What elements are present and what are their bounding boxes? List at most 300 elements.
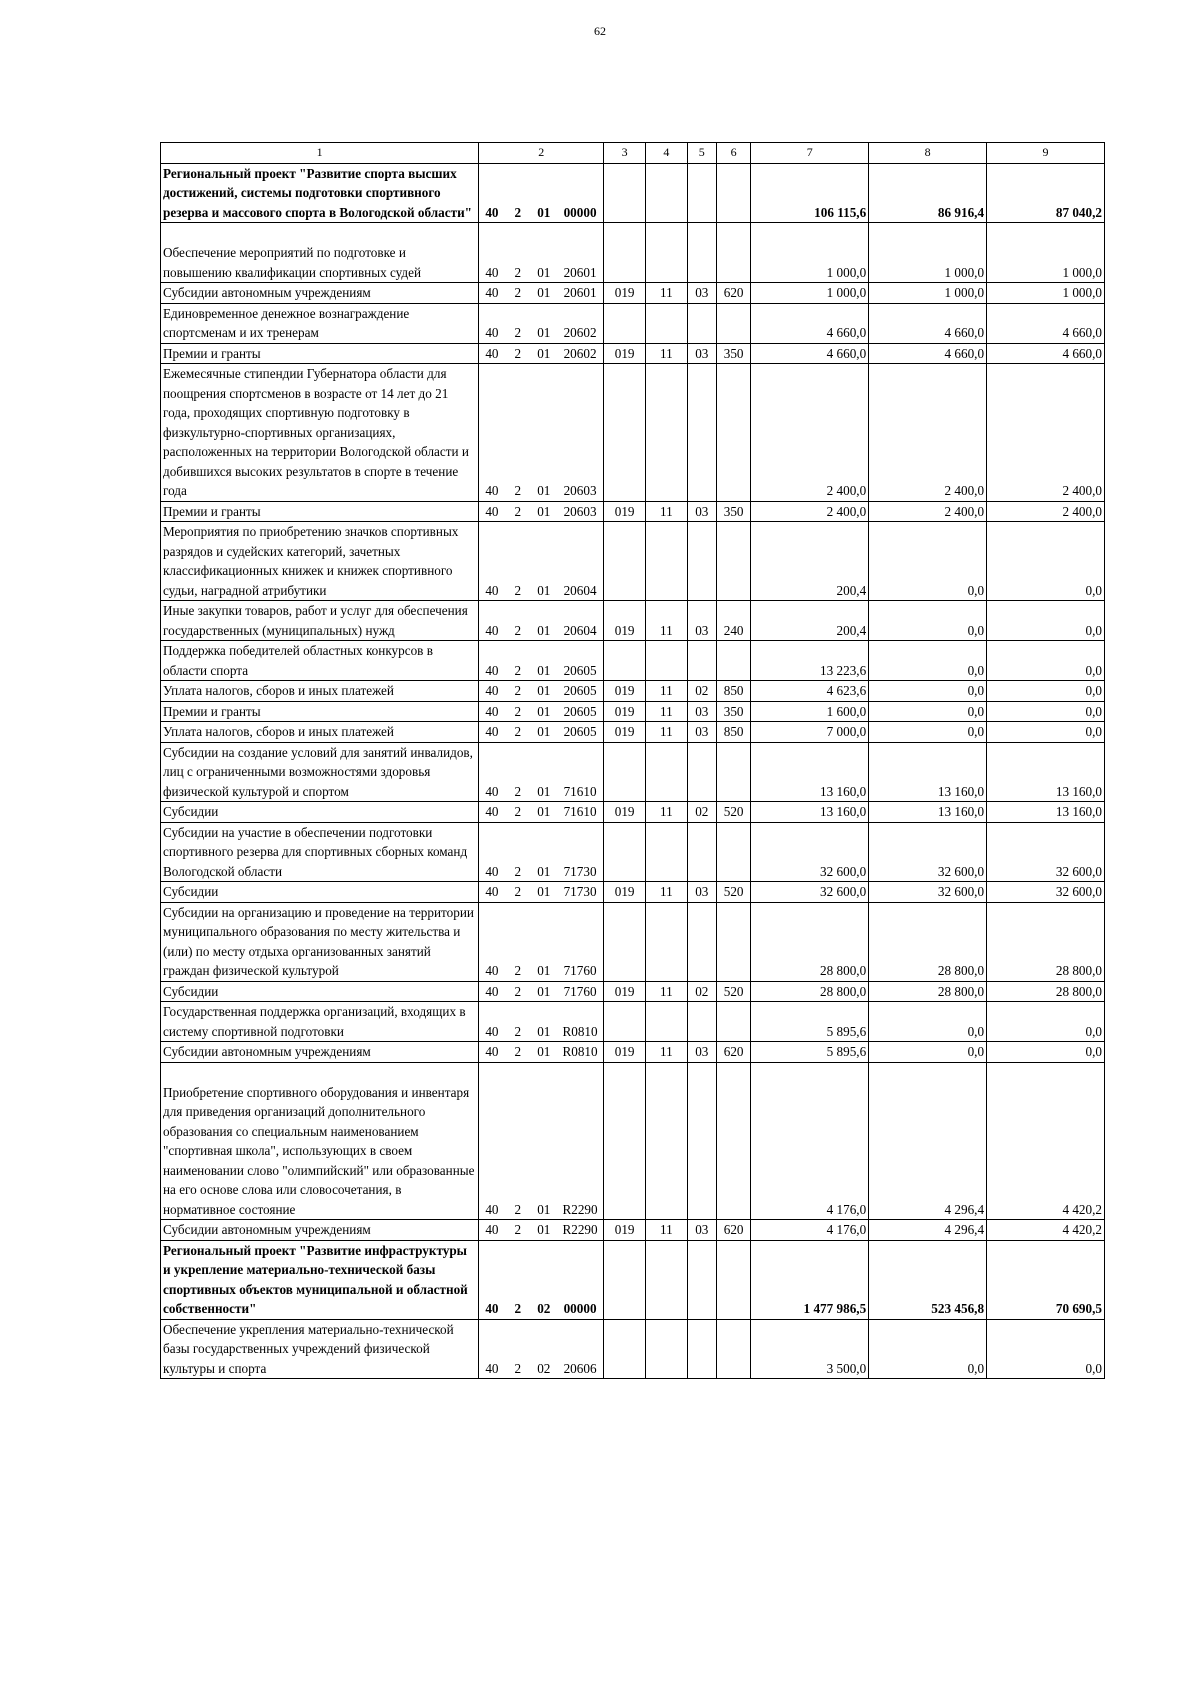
- code-cell: 2: [505, 902, 531, 981]
- amount-cell: 4 660,0: [987, 343, 1105, 364]
- code-cell: 01: [531, 343, 557, 364]
- code-cell: [645, 742, 687, 802]
- code-cell: 40: [479, 364, 505, 502]
- code-cell: 01: [531, 283, 557, 304]
- code-cell: [604, 822, 646, 882]
- code-cell: 03: [687, 601, 716, 641]
- code-cell: [687, 163, 716, 223]
- code-cell: 2: [505, 223, 531, 283]
- amount-cell: 28 800,0: [751, 902, 869, 981]
- code-cell: 11: [645, 802, 687, 823]
- code-cell: 20606: [557, 1319, 604, 1379]
- code-cell: 01: [531, 722, 557, 743]
- header-cell: 4: [645, 143, 687, 164]
- code-cell: 019: [604, 1042, 646, 1063]
- code-cell: 11: [645, 981, 687, 1002]
- amount-cell: 0,0: [869, 722, 987, 743]
- row-name: Субсидии автономным учреждениям: [161, 1042, 479, 1063]
- code-cell: 850: [716, 681, 750, 702]
- code-cell: 2: [505, 802, 531, 823]
- header-cell: 3: [604, 143, 646, 164]
- amount-cell: 1 000,0: [987, 283, 1105, 304]
- code-cell: 40: [479, 1220, 505, 1241]
- amount-cell: 0,0: [987, 681, 1105, 702]
- code-cell: 2: [505, 681, 531, 702]
- code-cell: 01: [531, 1220, 557, 1241]
- row-name: Иные закупки товаров, работ и услуг для обеспечения государственных (муниципальных) нужд: [161, 601, 479, 641]
- code-cell: 40: [479, 1002, 505, 1042]
- code-cell: 02: [687, 981, 716, 1002]
- code-cell: [687, 742, 716, 802]
- amount-cell: 0,0: [869, 1319, 987, 1379]
- amount-cell: 1 000,0: [987, 223, 1105, 283]
- code-cell: [604, 1240, 646, 1319]
- table-row: [161, 701, 1105, 722]
- amount-cell: 4 660,0: [751, 343, 869, 364]
- amount-cell: 0,0: [987, 601, 1105, 641]
- code-cell: 40: [479, 1319, 505, 1379]
- code-cell: 019: [604, 882, 646, 903]
- code-cell: [645, 364, 687, 502]
- amount-cell: 32 600,0: [751, 882, 869, 903]
- amount-cell: 1 600,0: [751, 701, 869, 722]
- code-cell: 11: [645, 681, 687, 702]
- code-cell: [645, 223, 687, 283]
- row-name: Премии и гранты: [161, 343, 479, 364]
- code-cell: 40: [479, 501, 505, 522]
- code-cell: R0810: [557, 1002, 604, 1042]
- code-cell: 20602: [557, 303, 604, 343]
- code-cell: 20601: [557, 283, 604, 304]
- row-name: Премии и гранты: [161, 501, 479, 522]
- code-cell: 01: [531, 641, 557, 681]
- code-cell: R2290: [557, 1062, 604, 1220]
- code-cell: 20601: [557, 223, 604, 283]
- code-cell: 01: [531, 681, 557, 702]
- code-cell: [645, 303, 687, 343]
- code-cell: [716, 742, 750, 802]
- code-cell: 850: [716, 722, 750, 743]
- code-cell: [645, 902, 687, 981]
- amount-cell: 13 160,0: [869, 802, 987, 823]
- code-cell: 01: [531, 364, 557, 502]
- code-cell: 40: [479, 722, 505, 743]
- code-cell: 2: [505, 1240, 531, 1319]
- table-row: [161, 303, 1105, 343]
- code-cell: 20605: [557, 722, 604, 743]
- code-cell: 11: [645, 722, 687, 743]
- amount-cell: 0,0: [869, 701, 987, 722]
- code-cell: 2: [505, 163, 531, 223]
- code-cell: 11: [645, 1042, 687, 1063]
- code-cell: 11: [645, 701, 687, 722]
- code-cell: [716, 902, 750, 981]
- amount-cell: 32 600,0: [751, 822, 869, 882]
- amount-cell: 5 895,6: [751, 1042, 869, 1063]
- amount-cell: 28 800,0: [987, 902, 1105, 981]
- code-cell: [645, 1240, 687, 1319]
- code-cell: 2: [505, 522, 531, 601]
- code-cell: [604, 742, 646, 802]
- code-cell: 00000: [557, 1240, 604, 1319]
- budget-table: [160, 142, 1105, 1379]
- amount-cell: 4 296,4: [869, 1220, 987, 1241]
- amount-cell: 28 800,0: [751, 981, 869, 1002]
- amount-cell: 200,4: [751, 601, 869, 641]
- row-name: Обеспечение укрепления материально-технической базы государственных учреждений физической культуры и спорта: [161, 1319, 479, 1379]
- table-row: [161, 1319, 1105, 1379]
- row-name: Субсидии на участие в обеспечении подготовки спортивного резерва для спортивных сборных команд Вологодской области: [161, 822, 479, 882]
- code-cell: 2: [505, 283, 531, 304]
- row-name: Ежемесячные стипендии Губернатора области для поощрения спортсменов в возрасте от 14 лет до 21 года, проходящих спортивную подготовку в физкультурно-спортивных организациях, расположенных на территории Вологодской области и добившихся высоких результатов в спорте в течение года: [161, 364, 479, 502]
- code-cell: [604, 522, 646, 601]
- code-cell: 20605: [557, 701, 604, 722]
- code-cell: [645, 1062, 687, 1220]
- code-cell: [687, 1319, 716, 1379]
- code-cell: 019: [604, 681, 646, 702]
- code-cell: 71760: [557, 902, 604, 981]
- table-row: [161, 364, 1105, 502]
- amount-cell: 2 400,0: [869, 501, 987, 522]
- amount-cell: 2 400,0: [987, 501, 1105, 522]
- code-cell: [687, 902, 716, 981]
- code-cell: 620: [716, 283, 750, 304]
- amount-cell: 28 800,0: [987, 981, 1105, 1002]
- code-cell: [687, 303, 716, 343]
- row-name: Премии и гранты: [161, 701, 479, 722]
- amount-cell: 7 000,0: [751, 722, 869, 743]
- code-cell: [716, 1240, 750, 1319]
- amount-cell: 4 623,6: [751, 681, 869, 702]
- code-cell: 40: [479, 522, 505, 601]
- row-name: Региональный проект "Развитие инфраструктуры и укрепление материально-технической базы спортивных объектов муниципальной и областной собственности": [161, 1240, 479, 1319]
- code-cell: [687, 364, 716, 502]
- code-cell: 240: [716, 601, 750, 641]
- row-name: Субсидии на создание условий для занятий инвалидов, лиц с ограниченными возможностями здоровья физической культурой и спортом: [161, 742, 479, 802]
- header-row: [161, 143, 1105, 164]
- code-cell: 2: [505, 501, 531, 522]
- code-cell: 019: [604, 501, 646, 522]
- code-cell: 019: [604, 701, 646, 722]
- code-cell: 40: [479, 1240, 505, 1319]
- table-row: [161, 1042, 1105, 1063]
- row-name: Субсидии: [161, 802, 479, 823]
- code-cell: 40: [479, 163, 505, 223]
- amount-cell: 1 000,0: [751, 223, 869, 283]
- amount-cell: 4 660,0: [869, 303, 987, 343]
- code-cell: 2: [505, 1062, 531, 1220]
- table-row: [161, 522, 1105, 601]
- code-cell: 019: [604, 981, 646, 1002]
- amount-cell: 0,0: [987, 522, 1105, 601]
- header-cell: 1: [161, 143, 479, 164]
- amount-cell: 13 160,0: [987, 802, 1105, 823]
- row-name: Государственная поддержка организаций, входящих в систему спортивной подготовки: [161, 1002, 479, 1042]
- code-cell: 40: [479, 802, 505, 823]
- code-cell: 11: [645, 882, 687, 903]
- table-row: [161, 223, 1105, 283]
- code-cell: 03: [687, 343, 716, 364]
- amount-cell: 523 456,8: [869, 1240, 987, 1319]
- code-cell: 71760: [557, 981, 604, 1002]
- code-cell: 03: [687, 501, 716, 522]
- amount-cell: 13 160,0: [751, 742, 869, 802]
- code-cell: 2: [505, 882, 531, 903]
- code-cell: [716, 522, 750, 601]
- code-cell: [604, 1319, 646, 1379]
- code-cell: [604, 223, 646, 283]
- code-cell: 01: [531, 522, 557, 601]
- code-cell: 01: [531, 742, 557, 802]
- code-cell: 019: [604, 802, 646, 823]
- code-cell: 02: [687, 802, 716, 823]
- amount-cell: 106 115,6: [751, 163, 869, 223]
- code-cell: [604, 902, 646, 981]
- amount-cell: 3 500,0: [751, 1319, 869, 1379]
- row-name: Поддержка победителей областных конкурсов в области спорта: [161, 641, 479, 681]
- code-cell: 2: [505, 364, 531, 502]
- code-cell: [716, 1062, 750, 1220]
- code-cell: 2: [505, 343, 531, 364]
- code-cell: 620: [716, 1220, 750, 1241]
- code-cell: 01: [531, 902, 557, 981]
- amount-cell: 2 400,0: [751, 501, 869, 522]
- code-cell: 01: [531, 223, 557, 283]
- code-cell: 11: [645, 501, 687, 522]
- code-cell: [645, 522, 687, 601]
- row-name: Уплата налогов, сборов и иных платежей: [161, 681, 479, 702]
- code-cell: [687, 1002, 716, 1042]
- code-cell: 02: [687, 681, 716, 702]
- table-row: [161, 681, 1105, 702]
- code-cell: 11: [645, 283, 687, 304]
- code-cell: 019: [604, 283, 646, 304]
- code-cell: [687, 641, 716, 681]
- amount-cell: 32 600,0: [869, 822, 987, 882]
- code-cell: [645, 822, 687, 882]
- amount-cell: 1 000,0: [869, 283, 987, 304]
- code-cell: 01: [531, 1062, 557, 1220]
- code-cell: 01: [531, 601, 557, 641]
- code-cell: 019: [604, 601, 646, 641]
- code-cell: 40: [479, 601, 505, 641]
- amount-cell: 5 895,6: [751, 1002, 869, 1042]
- code-cell: 00000: [557, 163, 604, 223]
- header-cell: 8: [869, 143, 987, 164]
- code-cell: [687, 1062, 716, 1220]
- row-name: Мероприятия по приобретению значков спортивных разрядов и судейских категорий, зачетных классификационных книжек и книжек спортивного судьи, наградной атрибутики: [161, 522, 479, 601]
- code-cell: 20604: [557, 522, 604, 601]
- code-cell: [604, 163, 646, 223]
- header-cell: 2: [479, 143, 604, 164]
- code-cell: 03: [687, 283, 716, 304]
- table-row: [161, 802, 1105, 823]
- code-cell: 350: [716, 701, 750, 722]
- code-cell: 71610: [557, 802, 604, 823]
- code-cell: 01: [531, 1002, 557, 1042]
- amount-cell: 0,0: [869, 601, 987, 641]
- code-cell: 71610: [557, 742, 604, 802]
- amount-cell: 32 600,0: [987, 822, 1105, 882]
- code-cell: 40: [479, 902, 505, 981]
- amount-cell: 2 400,0: [869, 364, 987, 502]
- amount-cell: 1 000,0: [869, 223, 987, 283]
- code-cell: [687, 522, 716, 601]
- code-cell: 01: [531, 981, 557, 1002]
- code-cell: 2: [505, 742, 531, 802]
- amount-cell: 1 477 986,5: [751, 1240, 869, 1319]
- code-cell: 2: [505, 722, 531, 743]
- code-cell: 20605: [557, 641, 604, 681]
- amount-cell: 0,0: [869, 681, 987, 702]
- amount-cell: 0,0: [987, 1042, 1105, 1063]
- amount-cell: 28 800,0: [869, 902, 987, 981]
- code-cell: [645, 641, 687, 681]
- code-cell: 40: [479, 681, 505, 702]
- code-cell: [645, 1002, 687, 1042]
- code-cell: [604, 1062, 646, 1220]
- row-name: Приобретение спортивного оборудования и инвентаря для приведения организаций дополнительного образования со специальным наименованием "спортивная школа", использующих в своем наименовании слово "олимпийский" или образованные на его основе слова или словосочетания, в нормативное состояние: [161, 1062, 479, 1220]
- amount-cell: 86 916,4: [869, 163, 987, 223]
- code-cell: 40: [479, 343, 505, 364]
- code-cell: 71730: [557, 882, 604, 903]
- amount-cell: 0,0: [869, 1042, 987, 1063]
- code-cell: 20605: [557, 681, 604, 702]
- amount-cell: 32 600,0: [987, 882, 1105, 903]
- code-cell: [687, 1240, 716, 1319]
- code-cell: 40: [479, 1042, 505, 1063]
- code-cell: [716, 641, 750, 681]
- amount-cell: 2 400,0: [987, 364, 1105, 502]
- amount-cell: 70 690,5: [987, 1240, 1105, 1319]
- table-row: [161, 1220, 1105, 1241]
- code-cell: [604, 641, 646, 681]
- code-cell: [716, 364, 750, 502]
- table-row: [161, 641, 1105, 681]
- table-row: [161, 902, 1105, 981]
- row-name: Субсидии: [161, 981, 479, 1002]
- amount-cell: 13 223,6: [751, 641, 869, 681]
- table-row: [161, 1002, 1105, 1042]
- code-cell: 01: [531, 882, 557, 903]
- code-cell: 20603: [557, 364, 604, 502]
- code-cell: 019: [604, 1220, 646, 1241]
- code-cell: [716, 223, 750, 283]
- code-cell: 2: [505, 1002, 531, 1042]
- code-cell: 11: [645, 1220, 687, 1241]
- table-row: [161, 722, 1105, 743]
- table-row: [161, 882, 1105, 903]
- amount-cell: 0,0: [987, 701, 1105, 722]
- amount-cell: 2 400,0: [751, 364, 869, 502]
- amount-cell: 4 296,4: [869, 1062, 987, 1220]
- amount-cell: 13 160,0: [869, 742, 987, 802]
- amount-cell: 4 176,0: [751, 1062, 869, 1220]
- code-cell: [716, 163, 750, 223]
- row-name: Уплата налогов, сборов и иных платежей: [161, 722, 479, 743]
- amount-cell: 200,4: [751, 522, 869, 601]
- code-cell: [645, 163, 687, 223]
- code-cell: 40: [479, 981, 505, 1002]
- code-cell: 2: [505, 1042, 531, 1063]
- code-cell: 520: [716, 981, 750, 1002]
- table-row: [161, 501, 1105, 522]
- row-name: Субсидии на организацию и проведение на территории муниципального образования по месту жительства и (или) по месту отдыха организованных занятий граждан физической культурой: [161, 902, 479, 981]
- amount-cell: 4 176,0: [751, 1220, 869, 1241]
- code-cell: 03: [687, 882, 716, 903]
- code-cell: 40: [479, 223, 505, 283]
- code-cell: [604, 303, 646, 343]
- table-row: [161, 1062, 1105, 1220]
- code-cell: [716, 1002, 750, 1042]
- code-cell: 03: [687, 722, 716, 743]
- header-cell: 5: [687, 143, 716, 164]
- code-cell: 01: [531, 822, 557, 882]
- amount-cell: 0,0: [987, 1002, 1105, 1042]
- code-cell: 40: [479, 1062, 505, 1220]
- amount-cell: 32 600,0: [869, 882, 987, 903]
- code-cell: 20603: [557, 501, 604, 522]
- code-cell: 350: [716, 343, 750, 364]
- code-cell: 019: [604, 722, 646, 743]
- amount-cell: 4 660,0: [987, 303, 1105, 343]
- row-name: Региональный проект "Развитие спорта высших достижений, системы подготовки спортивного резерва и массового спорта в Вологодской области": [161, 163, 479, 223]
- code-cell: 40: [479, 641, 505, 681]
- amount-cell: 87 040,2: [987, 163, 1105, 223]
- table-row: [161, 343, 1105, 364]
- code-cell: 11: [645, 601, 687, 641]
- code-cell: [716, 303, 750, 343]
- code-cell: [687, 822, 716, 882]
- code-cell: 11: [645, 343, 687, 364]
- code-cell: 2: [505, 1220, 531, 1241]
- code-cell: 2: [505, 822, 531, 882]
- code-cell: [716, 1319, 750, 1379]
- code-cell: 2: [505, 701, 531, 722]
- code-cell: 2: [505, 981, 531, 1002]
- amount-cell: 0,0: [869, 1002, 987, 1042]
- table-row: [161, 822, 1105, 882]
- code-cell: 350: [716, 501, 750, 522]
- code-cell: [645, 1319, 687, 1379]
- amount-cell: 13 160,0: [751, 802, 869, 823]
- row-name: Субсидии автономным учреждениям: [161, 1220, 479, 1241]
- code-cell: 02: [531, 1240, 557, 1319]
- code-cell: 520: [716, 802, 750, 823]
- code-cell: 620: [716, 1042, 750, 1063]
- code-cell: 03: [687, 1042, 716, 1063]
- code-cell: [604, 1002, 646, 1042]
- code-cell: 01: [531, 802, 557, 823]
- table-row: [161, 1240, 1105, 1319]
- row-name: Субсидии автономным учреждениям: [161, 283, 479, 304]
- code-cell: 03: [687, 701, 716, 722]
- table-row: [161, 742, 1105, 802]
- amount-cell: 4 420,2: [987, 1062, 1105, 1220]
- code-cell: 40: [479, 742, 505, 802]
- code-cell: [716, 822, 750, 882]
- code-cell: 2: [505, 303, 531, 343]
- code-cell: 01: [531, 701, 557, 722]
- table-row: [161, 601, 1105, 641]
- code-cell: [687, 223, 716, 283]
- amount-cell: 4 660,0: [751, 303, 869, 343]
- amount-cell: 1 000,0: [751, 283, 869, 304]
- code-cell: [604, 364, 646, 502]
- code-cell: 40: [479, 283, 505, 304]
- code-cell: 2: [505, 1319, 531, 1379]
- code-cell: 01: [531, 163, 557, 223]
